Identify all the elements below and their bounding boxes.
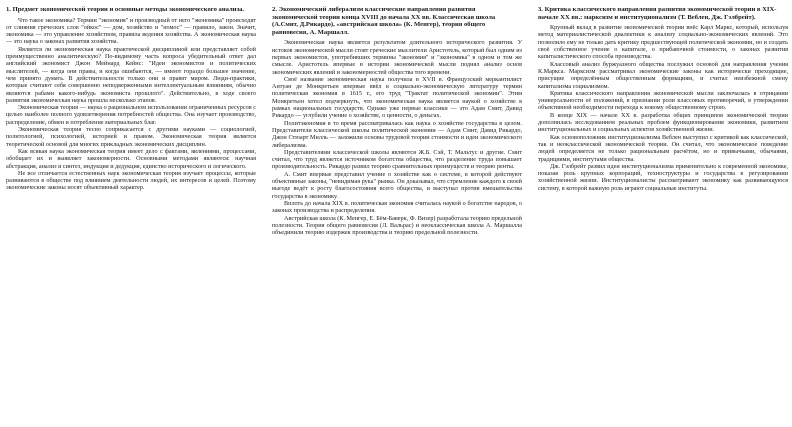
paragraph: Как основоположник институционализма Веблен выступил с критикой как классической, так и неоклассической экономической теории. Он считал, что экономическое поведение людей определяется не только рациональным расчётом, но и привычками, обычаями, традициями, институтами общества.	[538, 133, 788, 163]
paragraph: Критика классического направления экономической мысли заключалась в отрицании универсальности её положений, в признании роли классовых противоречий, в утверждении объективной необходимости перехода к новому общественному строю.	[538, 89, 788, 112]
section-heading: 2. Экономический либерализм классические направления развития экономической теории конца XVIII до начала XX вв. Классическая школа (А.Смит, Д.Рикардо), «австрийская школа» (К. Менгер), теория общего равновесия, А. Маршалл.	[272, 6, 496, 36]
paragraph: Представителями классической школы являются Ж.Б. Сэй, Т. Мальтус и другие. Смит считал, что труд является источником богатства общества, что разделение труда повышает производительность. Рикардо развил теорию сравнительных преимуществ и теорию ренты.	[272, 148, 522, 171]
paragraph: Является ли экономическая наука практической дисциплиной или представляет собой преимущественно аналитическую? По-видимому часть вопроса убедительный ответ дал английский экономист Джон Мейнард Кейнс: "Идеи экономистов и политических мыслителей, — когда они правы, и когда ошибаются, — имеют гораздо большее значение, чем принято думать. В действительности только они и правят миром. Люди-практики, которые считают себя совершенно неподверженными интеллектуальным влияниям, обычно являются рабами какого-нибудь экономиста прошлого". Действительно, в ходе своего развития экономическая наука прошла несколько этапов.	[6, 45, 256, 104]
column-1	[6, 6, 256, 427]
section-heading: 1. Предмет экономической теории и основные методы экономического анализа.	[6, 6, 245, 13]
paragraph: Экономическая наука является результатом длительного исторического развития. У истоков экономической мысли стоят греческие мыслители Аристотель, который был одним из первых экономистов, употребивших термины "экономия" и "экономика" в одном и том же смысле. Аристотель впервые в истории экономической мысли поднял анализ основ экономических явлений и закономерностей общества того времени.	[272, 39, 522, 76]
section-heading: 3. Критика классического направления развития экономической теории в XIX- начале XX вв.: марксизм и институционализм (Т. Веблен, Дж. Гэлбрейт).	[538, 6, 777, 21]
paragraph: Политэкономия в то время рассматривалась как наука о хозяйстве государства в целом. Представители классической школы политической экономии — Адам Смит, Давид Рикардо, Джон Стюарт Милль — заложили основы трудовой теории стоимости и идеи экономического либерализма.	[272, 119, 522, 149]
paragraph: Не все отличается естественных наук экономическая теория изучает процессы, которые развиваются в обществе под влиянием деятельности людей, их интересов и целей. Поэтому экономические законы носят объективный характер.	[6, 169, 256, 192]
paragraph: Дж. Гэлбрейт развил идеи институционализма применительно к современной экономике, показав роль крупных корпораций, техноструктуры и государства в регулировании хозяйственной жизни. Институционалисты рассматривают экономику как развивающуюся систему, в которой важную роль играют социальные институты.	[538, 162, 788, 192]
paragraph: Своё название экономическая наука получила в XVII в. Французский меркантилист Антуан де Монкретьен впервые ввёл в социально-экономическую литературу термин политическая экономия в 1615 г., его труд "Трактат политической экономии". Этим Монкретьен хотел подчеркнуть, что экономическая наука является наукой о хозяйстве в рамках национальных государств. Однако уже первые классики — это Адам Смит, Давид Рикардо — углубили учение о хозяйстве, о ценности, о деньгах.	[272, 75, 522, 120]
paragraph: Крупный вклад в развитие экономической теории внёс Карл Маркс, который, используя метод материалистической диалектики к анализу социально-экономических явлений. Это позволило ему не только дать критику предшествующей политической экономии, но и создать своё собственное учение о капитале, о прибавочной стоимости, о законах развития капиталистического способа производства.	[538, 24, 788, 61]
column-2	[272, 6, 522, 427]
paragraph: Классовый анализ буржуазного общества послужил основой для направления учения К.Маркса. Марксизм рассматривал экономические законы как исторически преходящие, присущие определённым общественным формациям, и считал неизбежной смену капитализма социализмом.	[538, 60, 788, 90]
paragraph: Что такое экономика? Термин "экономия" и производный от него "экономика" происходят от слияния греческих слов "ойкос" — дом, хозяйство и "номос" — правило, закон. Значит, экономика — это управление хозяйством, правила ведения хозяйства. А экономическая наука — это наука о законах развития хозяйства.	[6, 16, 256, 46]
paragraph: Экономическая теория тесно соприкасается с другими науками — социологией, политологией, психологией, историей и правом. Экономическая теория является теоретической основой для многих прикладных экономических дисциплин.	[6, 126, 256, 148]
paragraph: Австрийская школа (К. Менгер, Е. Бём-Баверк, Ф. Визер) разработала теорию предельной полезности. Теория общего равновесия (Л. Вальрас) и неоклассическая школа А. Маршалла объединили теорию издержек производства и теорию предельной полезности.	[272, 214, 522, 237]
paragraph: Как всякая наука экономическая теория имеет дело с фактами, явлениями, процессами, обобщает их и выявляет закономерности. Основными методами являются: научная абстракция, анализ и синтез, индукция и дедукция, единство исторического и логического.	[6, 147, 256, 170]
paragraph: В конце XIX — начале XX в. разработка общих принципов экономической теории дополнилась исследованием реальных проблем функционирования экономики, развитием институциональных и социальных аспектов хозяйственной жизни.	[538, 111, 788, 134]
paragraph: Экономическая теория — наука о рациональном использовании ограниченных ресурсов с целью наиболее полного удовлетворения потребностей общества. Она изучает производство, распределение, обмен и потребление материальных благ.	[6, 104, 256, 126]
column-3	[538, 6, 788, 427]
paragraph: А. Смит впервые представил учение о хозяйстве как о системе, в которой действуют объективные законы, "невидимая рука" рынка. Он доказывал, что стремление каждого к своей выгоде ведёт к росту благосостояния всего общества, и выступал против вмешательства государства в экономику.	[272, 170, 522, 200]
paragraph: Вплоть до начала XIX в. политическая экономия считалась наукой о богатстве народов, о законах производства и распределения.	[272, 199, 522, 215]
